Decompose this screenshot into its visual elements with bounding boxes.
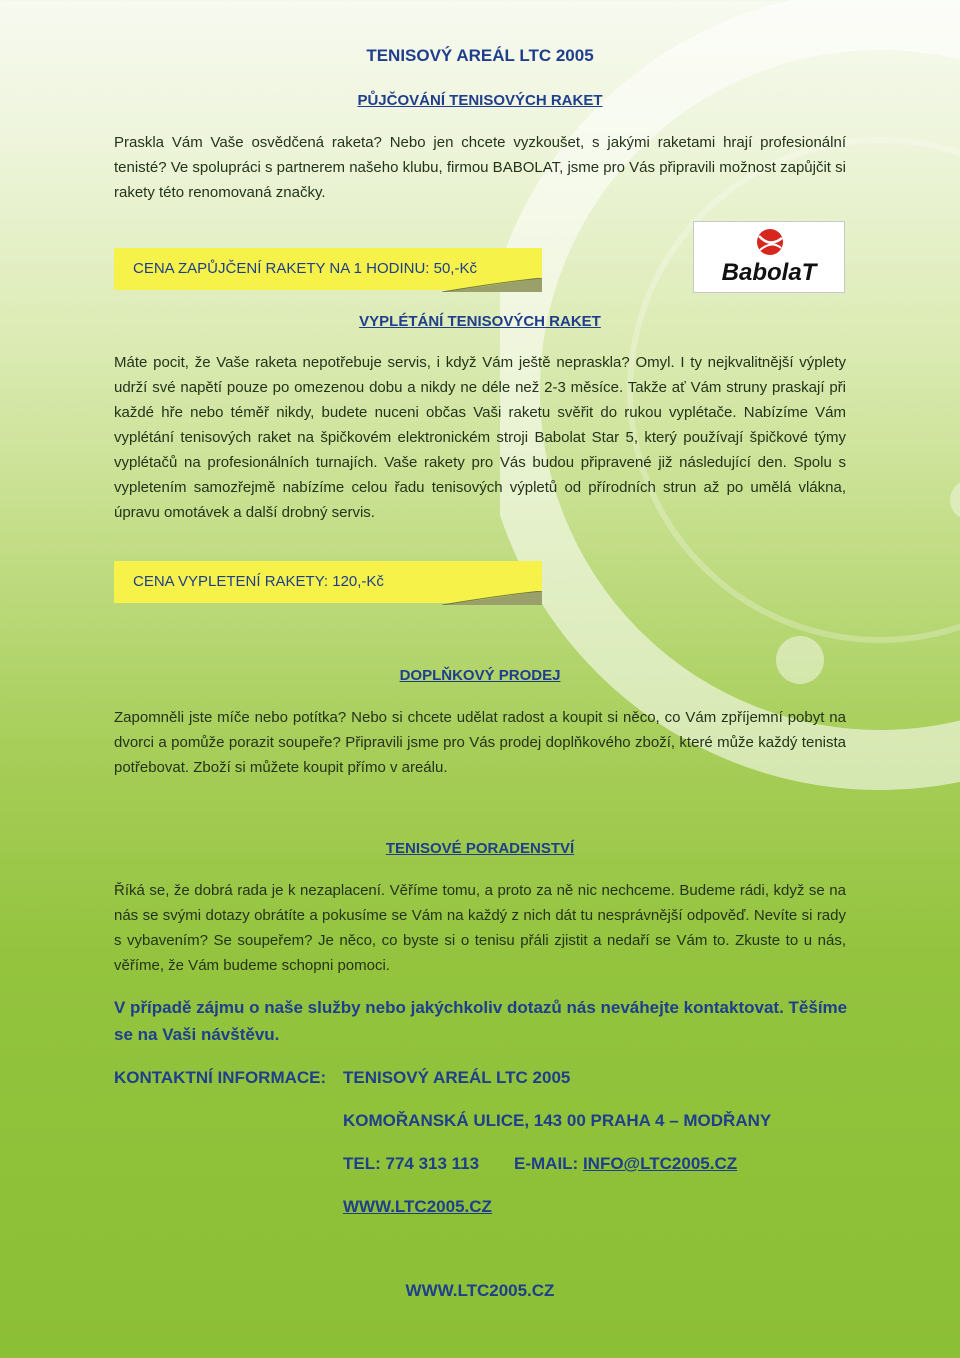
call-to-action: V případě zájmu o naše služby nebo jakýchkoliv dotazů nás neváhejte kontaktovat. Těšíme se na Vaši návštěvu. <box>114 998 848 1044</box>
footer-website[interactable]: WWW.LTC2005.CZ <box>405 1281 555 1300</box>
advice-text: Říká se, že dobrá rada je k nezaplacení. Věříme tomu, a proto za ně nic nechceme. Budeme rádi, když se na nás se svými dotazy obrátíte a pokusíme se Vám na každý z nich dát tu nesprávnější odpověď. Nevíte si rady s vybavením? Se soupeřem? Je něco, co byste si o tenisu přáli zjistit a nedaří se Vám to. Zkuste to u nás, věříme, že Vám budeme schopni pomoci. <box>114 882 846 974</box>
email-link[interactable]: INFO@LTC2005.CZ <box>582 1154 738 1173</box>
babolat-logo-icon <box>694 222 844 292</box>
rental-price: CENA ZAPŮJČENÍ RAKETY NA 1 HODINU: 50,-Kč <box>133 260 477 277</box>
shop-heading: DOPLŇKOVÝ PRODEJ <box>399 667 561 684</box>
stringing-text: Máte pocit, že Vaše raketa nepotřebuje servis, i když Vám ještě nepraskla? Omyl. I ty nejkvalitnější výplety udrží své napětí pouze po omezenou dobu a nikdy ne déle než 2-3 měsíce. Takže ať Vám struny praskají při každé hře nebo téměř nikdy, budete nuceni občas Vaši raketu svěřit do rukou vyplétače. Nabízíme Vám vyplétání tenisových raket na špičkovém elektronickém stroji Babolat Star 5, který používají špičkové týmy vyplétačů na profesionálních turnajích. Vaše rakety pro Vás budou připravené již následující den. Spolu s vypletením samozřejmě nabízíme celou řadu tenisových výpletů od přírodních strun až po umělá vlákna, úpravu omotávek a další drobný servis. <box>114 354 846 521</box>
stringing-price-banner <box>114 561 542 603</box>
rental-text: Praskla Vám Vaše osvědčená raketa? Nebo jen chcete vyzkoušet, s jakými raketami hrají profesionální tenisté? Ve spolupráci s partnerem našeho klubu, firmou BABOLAT, jsme pro Vás připravili možnost zapůjčit si rakety této renomovaná značky. <box>114 134 846 201</box>
stringing-price: CENA VYPLETENÍ RAKETY: 120,-Kč <box>133 573 384 590</box>
contact-phone: TEL: 774 313 113 <box>343 1154 480 1173</box>
page-curl-icon <box>442 278 542 292</box>
contact-address: KOMOŘANSKÁ ULICE, 143 00 PRAHA 4 – MODŘANY <box>343 1111 772 1130</box>
contact-email-row <box>514 1154 737 1174</box>
stringing-heading: VYPLÉTÁNÍ TENISOVÝCH RAKET <box>359 313 601 330</box>
babolat-logo <box>693 221 845 293</box>
rental-price-banner <box>114 248 542 290</box>
contact-name: TENISOVÝ AREÁL LTC 2005 <box>343 1068 571 1087</box>
email-label: E-MAIL: <box>514 1154 583 1173</box>
shop-text: Zapomněli jste míče nebo potítka? Nebo si chcete udělat radost a koupit si něco, co Vám zpříjemní pobyt na dvorci a pomůže porazit soupeře? Připravili jsme pro Vás prodej doplňkového zboží, které může každý tenista potřebovat. Zboží si můžete koupit přímo v areálu. <box>114 709 846 776</box>
contact-label: KONTAKTNÍ INFORMACE: <box>114 1068 327 1087</box>
rental-heading: PŮJČOVÁNÍ TENISOVÝCH RAKET <box>357 92 603 109</box>
logo-text: BabolaT <box>721 259 817 286</box>
page-curl-icon <box>442 591 542 605</box>
page-title: TENISOVÝ AREÁL LTC 2005 <box>366 46 594 65</box>
website-link[interactable]: WWW.LTC2005.CZ <box>343 1197 492 1216</box>
advice-heading: TENISOVÉ PORADENSTVÍ <box>385 840 575 857</box>
